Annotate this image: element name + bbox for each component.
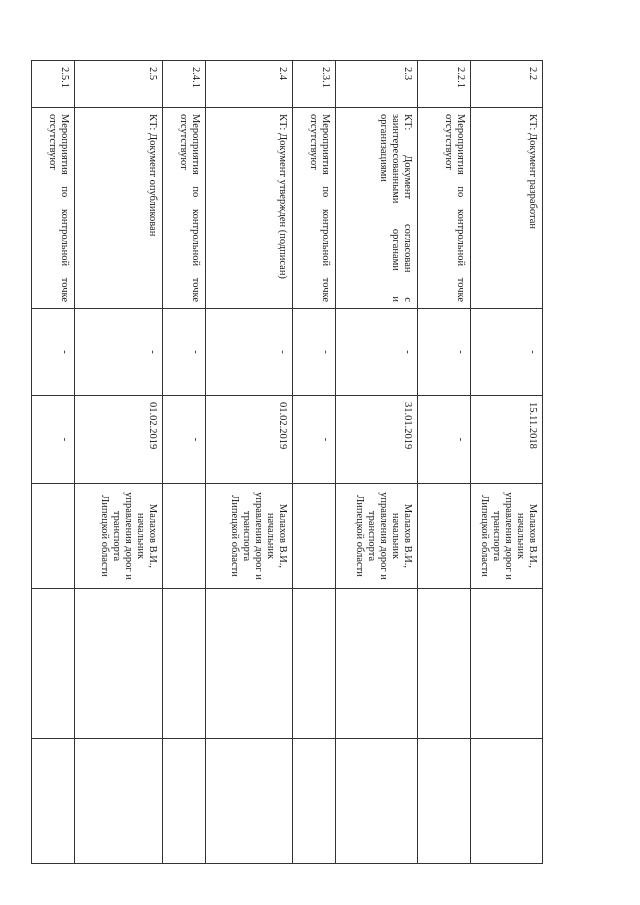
table-body xyxy=(32,61,543,864)
row-control xyxy=(163,739,206,864)
table-row xyxy=(206,61,293,864)
row-end-date: 01.02.2019 xyxy=(75,396,163,484)
table-row xyxy=(32,61,75,864)
row-responsible xyxy=(163,484,206,589)
row-number: 2.5.1 xyxy=(32,61,75,108)
row-description: Мероприятия по контрольной точке отсутствуют xyxy=(32,108,75,309)
row-end-date: - xyxy=(418,396,471,484)
row-result xyxy=(75,589,163,739)
row-description: Мероприятия по контрольной точке отсутствуют xyxy=(163,108,206,309)
row-start-date: - xyxy=(471,309,543,396)
rotated-table-wrapper xyxy=(32,60,543,863)
table-row xyxy=(418,61,471,864)
row-control xyxy=(336,739,418,864)
row-responsible: Малахов В.И., начальник управления дорог и транспорта Липецкой области xyxy=(336,484,418,589)
row-end-date: 31.01.2019 xyxy=(336,396,418,484)
row-number: 2.4.1 xyxy=(163,61,206,108)
row-responsible xyxy=(293,484,336,589)
row-control xyxy=(75,739,163,864)
row-description: Мероприятия по контрольной точке отсутствуют xyxy=(293,108,336,309)
row-control xyxy=(32,739,75,864)
row-number: 2.5 xyxy=(75,61,163,108)
row-description: КТ: Документ утвержден (подписан) xyxy=(206,108,293,309)
row-start-date: - xyxy=(75,309,163,396)
row-responsible xyxy=(32,484,75,589)
row-result xyxy=(336,589,418,739)
row-end-date: 15.11.2018 xyxy=(471,396,543,484)
table-row xyxy=(75,61,163,864)
row-description: КТ: Документ разработан xyxy=(471,108,543,309)
table-row xyxy=(293,61,336,864)
row-control xyxy=(471,739,543,864)
row-result xyxy=(418,589,471,739)
row-end-date: - xyxy=(163,396,206,484)
row-description: КТ: Документ опубликован xyxy=(75,108,163,309)
row-responsible: Малахов В.И., начальник управления дорог и транспорта Липецкой области xyxy=(206,484,293,589)
plan-table xyxy=(31,60,543,864)
row-number: 2.2.1 xyxy=(418,61,471,108)
row-number: 2.3.1 xyxy=(293,61,336,108)
row-control xyxy=(206,739,293,864)
row-result xyxy=(163,589,206,739)
row-end-date: - xyxy=(32,396,75,484)
row-result xyxy=(293,589,336,739)
row-control xyxy=(418,739,471,864)
row-responsible: Малахов В.И., начальник управления дорог и транспорта Липецкой области xyxy=(471,484,543,589)
row-start-date: - xyxy=(293,309,336,396)
row-end-date: - xyxy=(293,396,336,484)
row-start-date: - xyxy=(336,309,418,396)
row-start-date: - xyxy=(163,309,206,396)
row-result xyxy=(471,589,543,739)
row-start-date: - xyxy=(418,309,471,396)
row-number: 2.2 xyxy=(471,61,543,108)
row-control xyxy=(293,739,336,864)
table-row xyxy=(163,61,206,864)
table-row xyxy=(336,61,418,864)
row-description: Мероприятия по контрольной точке отсутствуют xyxy=(418,108,471,309)
row-start-date: - xyxy=(32,309,75,396)
row-start-date: - xyxy=(206,309,293,396)
row-number: 2.3 xyxy=(336,61,418,108)
row-result xyxy=(206,589,293,739)
row-description: КТ: Документ согласован с заинтересованными органами и организациями xyxy=(336,108,418,309)
row-result xyxy=(32,589,75,739)
row-end-date: 01.02.2019 xyxy=(206,396,293,484)
table-row xyxy=(471,61,543,864)
row-number: 2.4 xyxy=(206,61,293,108)
row-responsible xyxy=(418,484,471,589)
row-responsible: Малахов В.И., начальник управления дорог и транспорта Липецкой области xyxy=(75,484,163,589)
